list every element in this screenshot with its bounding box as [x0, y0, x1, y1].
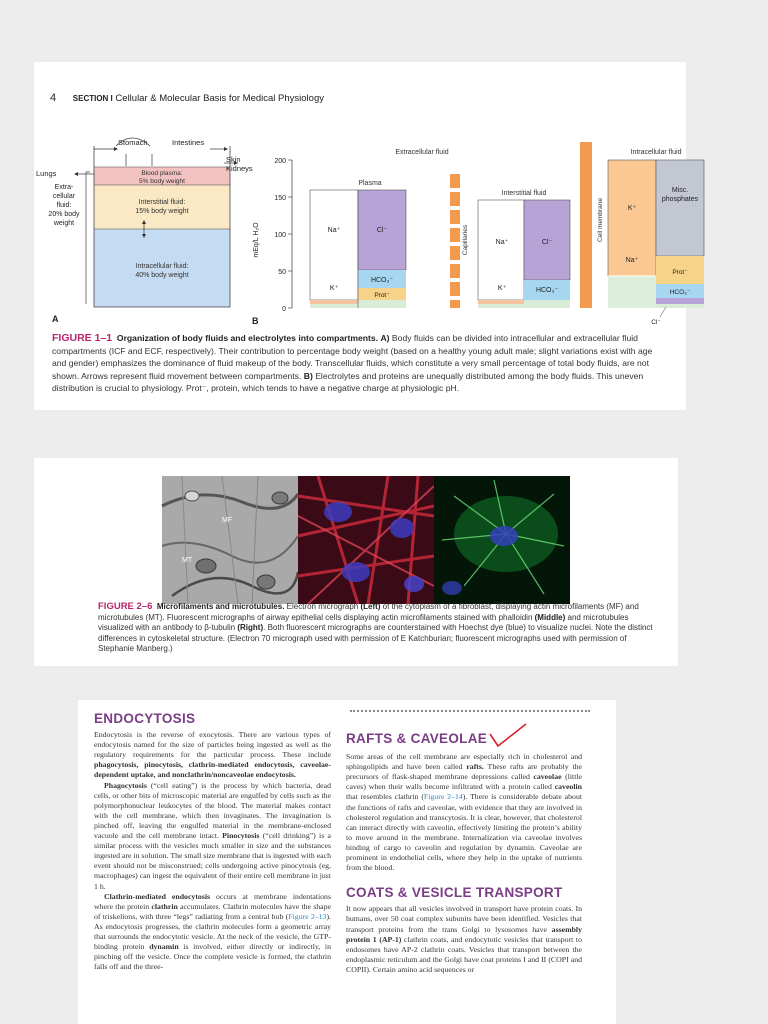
- interstitial-hco3: HCO₃⁻: [535, 287, 559, 294]
- endocytosis-paragraph-3: [94, 892, 331, 973]
- endocytosis-paragraph-2: [94, 781, 331, 892]
- y-tick-150: 150: [274, 195, 286, 202]
- coats-heading: COATS & VESICLE TRANSPORT: [346, 885, 563, 901]
- left-column: [94, 711, 332, 972]
- ap1-term: assembly protein 1 (AP-1): [346, 924, 582, 944]
- figure-2-left-marker: (Left): [360, 602, 381, 611]
- rafts-paragraph: [346, 752, 582, 873]
- figure-2-text-4: . Both fluorescent micrographs are counterstained with Hoechst dye (blue) to visualize nuclei. Note the distinct differences in cytoskeletal structure. (Electron 70 micrograph used with permission of E Katchburian; fluorescent micrographs used with permission of Stephanie Manberg.): [98, 623, 653, 654]
- interstitial-label: Interstitial fluid: [501, 190, 547, 197]
- figure-1-text-2: Electrolytes and proteins are unequally distributed among the body fluids. This uneven distribution is crucial to physiology. Prot⁻, protein, which tends to have a negative charge at physiologic pH.: [52, 370, 644, 394]
- figure-2-text-3: and microtubules visualized with an antibody to β-tubulin: [98, 612, 629, 633]
- y-tick-200: 200: [274, 158, 286, 165]
- rafts-text-1: Some areas of the cell membrane are especially rich in cholesterol and sphingolipids and have been called: [346, 752, 582, 772]
- endocytosis-p3-text-1: occurs at membrane indentations where the protein: [94, 891, 331, 911]
- interstitial-compartment: [94, 185, 230, 229]
- y-tick-50: 50: [278, 269, 286, 276]
- label-lungs: Lungs: [36, 169, 57, 178]
- cell-membrane-bar: [580, 142, 592, 308]
- plasma-bar: [310, 190, 406, 308]
- panel-b-label: B: [252, 316, 259, 326]
- plasma-hco3: HCO₃⁻: [370, 277, 394, 284]
- section-title: Cellular & Molecular Basis for Medical Physiology: [115, 93, 324, 104]
- figure-2-title: Microfilaments and microtubules.: [156, 602, 285, 611]
- caveolae-term: caveolae: [533, 772, 562, 782]
- text-page-section: [78, 700, 616, 1024]
- label-intestines: Intestines: [172, 138, 205, 147]
- figure-2-page-section: [34, 458, 678, 666]
- label-stomach: Stomach: [118, 138, 148, 147]
- plasma-k: K⁺: [329, 285, 339, 292]
- label-interstitial-2: 15% body weight: [135, 208, 189, 215]
- figure-1-panel-a: [34, 138, 253, 324]
- rafts-heading-row: [346, 731, 582, 746]
- capillaries-wall: [450, 174, 469, 308]
- page-number: 4: [50, 92, 57, 104]
- figure-1-caption: [52, 332, 668, 395]
- label-ecf-4: 20% body: [48, 211, 80, 218]
- plasma-cl: Cl⁻: [376, 227, 388, 234]
- right-column: [346, 731, 583, 975]
- endocytosis-p2-text: (“cell eating”) is the process by which bacteria, dead cells, or other bits of microscopic material are engulfed by cells such as the polymorphonuclear leukocytes of the blood. The material makes contact with the cell membrane, which then invaginates. The invagination is pinched off, leaving the engulfed material in the membrane-enclosed vacuole and the cell membrane intact.: [94, 780, 331, 841]
- panel-a-label: A: [52, 314, 59, 324]
- endocytosis-p3-text-3: ). As endocytosis progresses, the clathrin molecules form a geometric array that surrounds the endocytotic vesicle. At the neck of the vesicle, the GTP-binding protein: [94, 911, 331, 952]
- red-checkmark-icon: [488, 722, 528, 748]
- plasma-na: Na⁺: [327, 227, 341, 234]
- figure-2-13-link[interactable]: Figure 2–13: [288, 911, 327, 921]
- icf-misc-1: Misc.: [671, 187, 689, 194]
- coats-text-2: clathrin coats, and endocytotic vesicles that transport to endosomes have AP-2 clathrin coats. Vesicles that transport between the endoplasmic reticulum and the Golgi have coat proteins I and II (COPI and COPII). Certain amino acid sequences or: [346, 934, 582, 974]
- clathrin-endocytosis-term: Clathrin-mediated endocytosis: [104, 891, 211, 901]
- interstitial-na: Na⁺: [495, 239, 509, 246]
- icf-na: Na⁺: [625, 257, 639, 264]
- label-mf: MF: [222, 517, 233, 524]
- figure-1-panel-b: [246, 140, 699, 330]
- plasma-label: Plasma: [358, 180, 382, 187]
- ecf-header: Extracellular fluid: [395, 149, 449, 156]
- icf-hco3: HCO₃⁻: [669, 289, 691, 296]
- phagocytosis-term: Phagocytosis: [104, 780, 147, 790]
- label-plasma-2: 5% body weight: [139, 178, 185, 185]
- interstitial-bar: [478, 200, 570, 308]
- figure-1-b-marker: B): [303, 370, 313, 381]
- y-tick-0: 0: [282, 306, 286, 313]
- caveolin-term: caveolin: [554, 782, 582, 792]
- label-plasma-1: Blood plasma:: [141, 170, 183, 177]
- intracellular-bar: [608, 160, 704, 326]
- icf-k: K⁺: [627, 205, 637, 212]
- figure-2-text-2: of the cytoplasm of a fibroblast, displaying actin microfilaments (MF) and microtubules (MT). Fluorescent micrographs of airway epithelial cells displaying actin microfilaments stained with phalloidin: [98, 602, 639, 622]
- rafts-text-3: (little caves) when their walls become infiltrated with a protein called: [346, 772, 582, 792]
- endocytosis-p3-text-2: accumulates. Clathrin molecules have the shape of triskelions, with three “legs” radiating from a central hub (: [94, 901, 331, 921]
- label-kidneys: Kidneys: [226, 164, 253, 173]
- endocytosis-heading: ENDOCYTOSIS: [94, 711, 196, 726]
- dynamin-term: dynamin: [149, 942, 179, 952]
- rafts-text-5: ). There is considerable debate about the functions of rafts and caveolae, with evidence that they are involved in cholesterol regulation and transcytosis. It is clear, however, that cholesterol can interact directly with caveolin, effectively limiting the protein’s ability to move around in the membrane. Internalization via caveolae involves binding of cargo to caveolin and regulation by dynamin. Caveolae are prominent in endothelial cells, where they help in the uptake of nutrients from the blood.: [346, 792, 583, 873]
- figure-1-page-section: [34, 62, 699, 410]
- plasma-prot: Prot⁻: [374, 292, 390, 299]
- figure-2-number: FIGURE 2–6: [98, 601, 153, 612]
- cell-membrane-label: Cell membrane: [597, 197, 604, 243]
- rafts-text-2: These rafts are probably the precursors of flask-shaped membrane depressions called: [346, 762, 582, 782]
- icf-header: Intracellular fluid: [630, 149, 682, 156]
- rafts-term: rafts.: [466, 762, 484, 772]
- label-mt: MT: [182, 557, 193, 564]
- tubulin-micrograph-image: [434, 476, 570, 604]
- ecf-bracket: [86, 172, 90, 304]
- label-ecf-1: Extra-: [54, 184, 74, 191]
- icf-misc-2: phosphates: [661, 196, 699, 203]
- electron-micrograph-image: [162, 476, 298, 604]
- coats-paragraph: [346, 904, 582, 975]
- figure-2-caption: [98, 602, 658, 655]
- figure-1-a-marker: A): [380, 333, 390, 343]
- figure-1-text-1: Body fluids can be divided into intracellular and extracellular fluid compartments (ICF and ECF, respectively). Their contribution to percentage body weight (based on a healthy young adult male; slight variations exist with age and gender) emphasizes the dominance of fluid makeup of the body. Transcellular fluids, which constitute a very small percentage of total body fluids, are not shown. Arrows represent fluid movement between compartments.: [52, 333, 653, 381]
- rafts-heading: RAFTS & CAVEOLAE: [346, 731, 488, 746]
- figure-1-number: FIGURE 1–1: [52, 332, 113, 344]
- phalloidin-micrograph-image: [298, 476, 434, 604]
- label-ecf-5: weight: [53, 220, 75, 227]
- figure-1-title: Organization of body fluids and electrolytes into compartments.: [116, 333, 379, 343]
- endocytosis-p3-text-4: is involved, either directly or indirectly, in pinching off the vesicle. Once the complete vesicle is formed, the clathrin falls off and the three-: [94, 942, 331, 972]
- label-icf-2: 40% body weight: [135, 272, 189, 279]
- section-label: SECTION I: [72, 94, 113, 103]
- label-interstitial-1: Interstitial fluid:: [138, 199, 186, 206]
- interstitial-k: K⁺: [497, 285, 507, 292]
- figure-2-14-link[interactable]: Figure 2–14: [423, 792, 463, 802]
- rafts-text-4: that resembles clathrin (: [346, 792, 424, 802]
- figure-2-middle-marker: (Middle): [534, 612, 566, 622]
- icf-cl: Cl⁻: [651, 319, 661, 326]
- pinocytosis-term: Pinocytosis: [222, 831, 260, 841]
- endocytosis-p1-text: Endocytosis is the reverse of exocytosis. There are various types of endocytosis named for the size of particles being ingested as well as the regulatory requirements for the particular process. These include: [94, 730, 331, 760]
- label-skin: Skin: [226, 155, 241, 164]
- clathrin-term: clathrin: [151, 901, 178, 911]
- running-header: [50, 92, 324, 104]
- icf-prot: Prot⁻: [672, 269, 688, 276]
- coats-text-1: It now appears that all vesicles involved in transport have protein coats. In humans, over 50 coat complex subunits have been identified. Vesicles that transport proteins from the trans Golgi to lysosomes have: [346, 904, 582, 934]
- interstitial-cl: Cl⁻: [541, 239, 553, 246]
- y-tick-100: 100: [274, 232, 286, 239]
- label-ecf-3: fluid:: [56, 202, 72, 209]
- label-icf-1: Intracellular fluid:: [135, 263, 189, 270]
- figure-2-right-marker: (Right): [237, 623, 264, 633]
- endocytosis-p1-bold: phagocytosis, pinocytosis, clathrin-mediated endocytosis, caveolae-dependent uptake, and nonclathrin/noncaveolae endocytosis.: [94, 760, 331, 780]
- label-ecf-2: cellular: [52, 193, 76, 200]
- endocytosis-p2-text-2: (“cell drinking”) is a similar process with the vesicles much smaller in size and the substances ingested are in solution. The small size membrane that is ingested with each event should not be misconstrued; cells undergoing active pinocytosis (eg, macrophages) can ingest the equivalent of their entire cell membrane in just 1 h.: [94, 831, 332, 891]
- figure-2-text-1: Electron micrograph: [284, 602, 361, 611]
- y-axis-label: mEq/L H₂O: [253, 222, 260, 258]
- capillaries-label: Capillaries: [462, 224, 469, 256]
- endocytosis-paragraph-1: [94, 730, 331, 780]
- cut-off-line: [350, 710, 590, 714]
